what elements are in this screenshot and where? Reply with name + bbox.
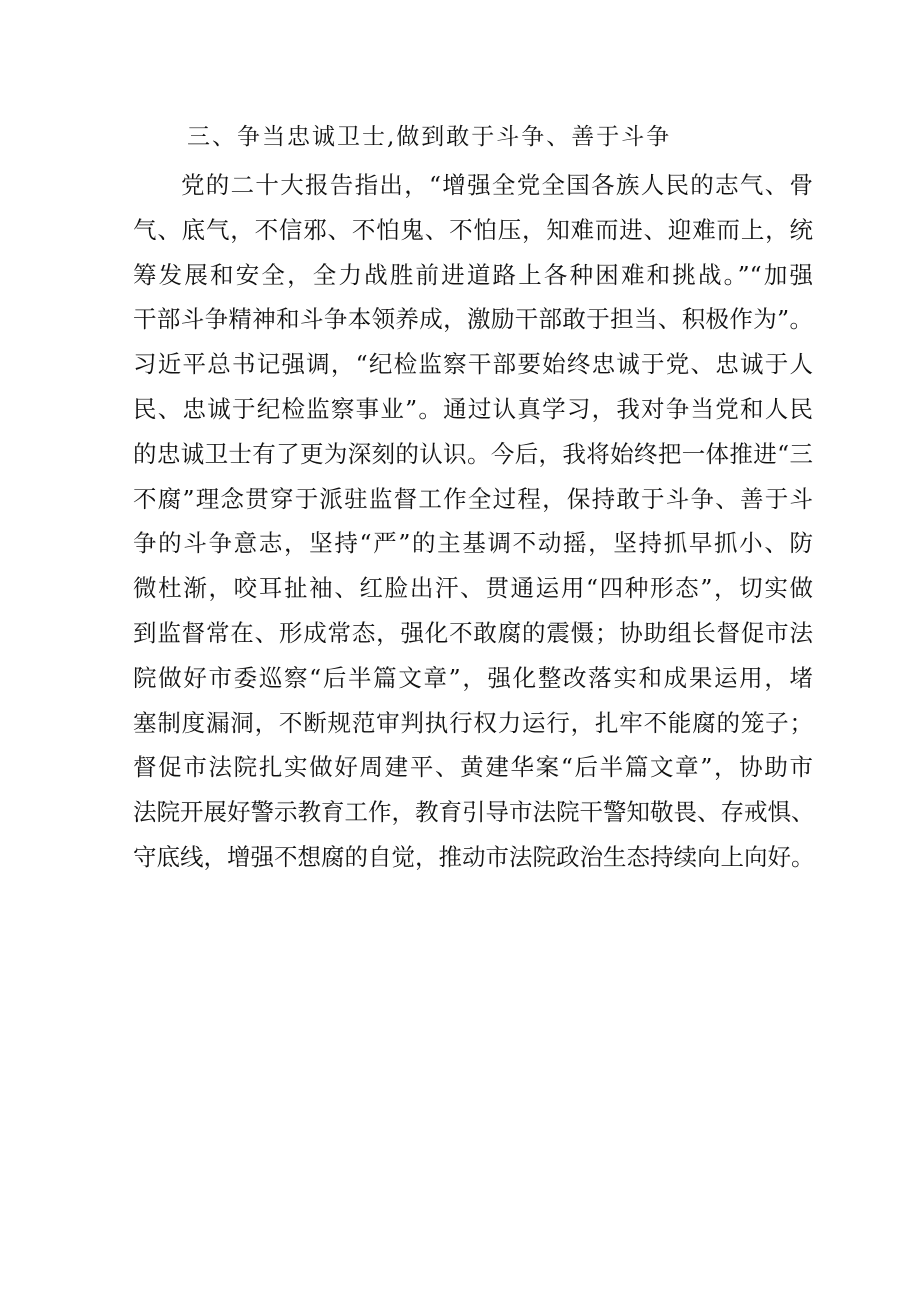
paragraph-line-2: 气、底气，不信邪、不怕鬼、不怕压，知难而进、迎难而上，统 <box>133 215 813 244</box>
paragraph-line-9: 争的斗争意志，坚持“严”的主基调不动摇，坚持抓早抓小、防 <box>133 529 813 558</box>
paragraph-line-14: 督促市法院扎实做好周建平、黄建华案“后半篇文章”，协助市 <box>133 753 813 782</box>
paragraph-line-7: 的忠诚卫士有了更为深刻的认识。今后，我将始终把一体推进“三 <box>133 439 813 468</box>
paragraph-line-13: 塞制度漏洞，不断规范审判执行权力运行，扎牢不能腐的笼子； <box>133 708 813 737</box>
section-heading: 三、争当忠诚卫士,做到敢于斗争、善于斗争 <box>187 124 672 150</box>
paragraph-line-4: 干部斗争精神和斗争本领养成，激励干部敢于担当、积极作为”。 <box>133 305 813 334</box>
paragraph-line-8: 不腐”理念贯穿于派驻监督工作全过程，保持敢于斗争、善于斗 <box>133 484 813 513</box>
paragraph-line-12: 院做好市委巡察“后半篇文章”，强化整改落实和成果运用，堵 <box>133 663 813 692</box>
paragraph-line-16: 守底线，增强不想腐的自觉，推动市法院政治生态持续向上向好。 <box>133 842 815 871</box>
paragraph-line-1: 党的二十大报告指出，“增强全党全国各族人民的志气、骨 <box>181 171 813 199</box>
paragraph-line-5: 习近平总书记强调，“纪检监察干部要始终忠诚于党、忠诚于人 <box>133 350 813 379</box>
paragraph-line-3: 筹发展和安全，全力战胜前进道路上各种困难和挑战。”“加强 <box>133 260 813 289</box>
body-paragraph <box>133 163 813 880</box>
paragraph-line-10: 微杜渐，咬耳扯袖、红脸出汗、贯通运用“四种形态”，切实做 <box>133 574 813 603</box>
paragraph-line-15: 法院开展好警示教育工作，教育引导市法院干警知敬畏、存戒惧、 <box>133 798 815 827</box>
paragraph-line-6: 民、忠诚于纪检监察事业”。通过认真学习，我对争当党和人民 <box>133 394 813 423</box>
paragraph-line-11: 到监督常在、形成常态，强化不敢腐的震慑；协助组长督促市法 <box>133 618 813 647</box>
